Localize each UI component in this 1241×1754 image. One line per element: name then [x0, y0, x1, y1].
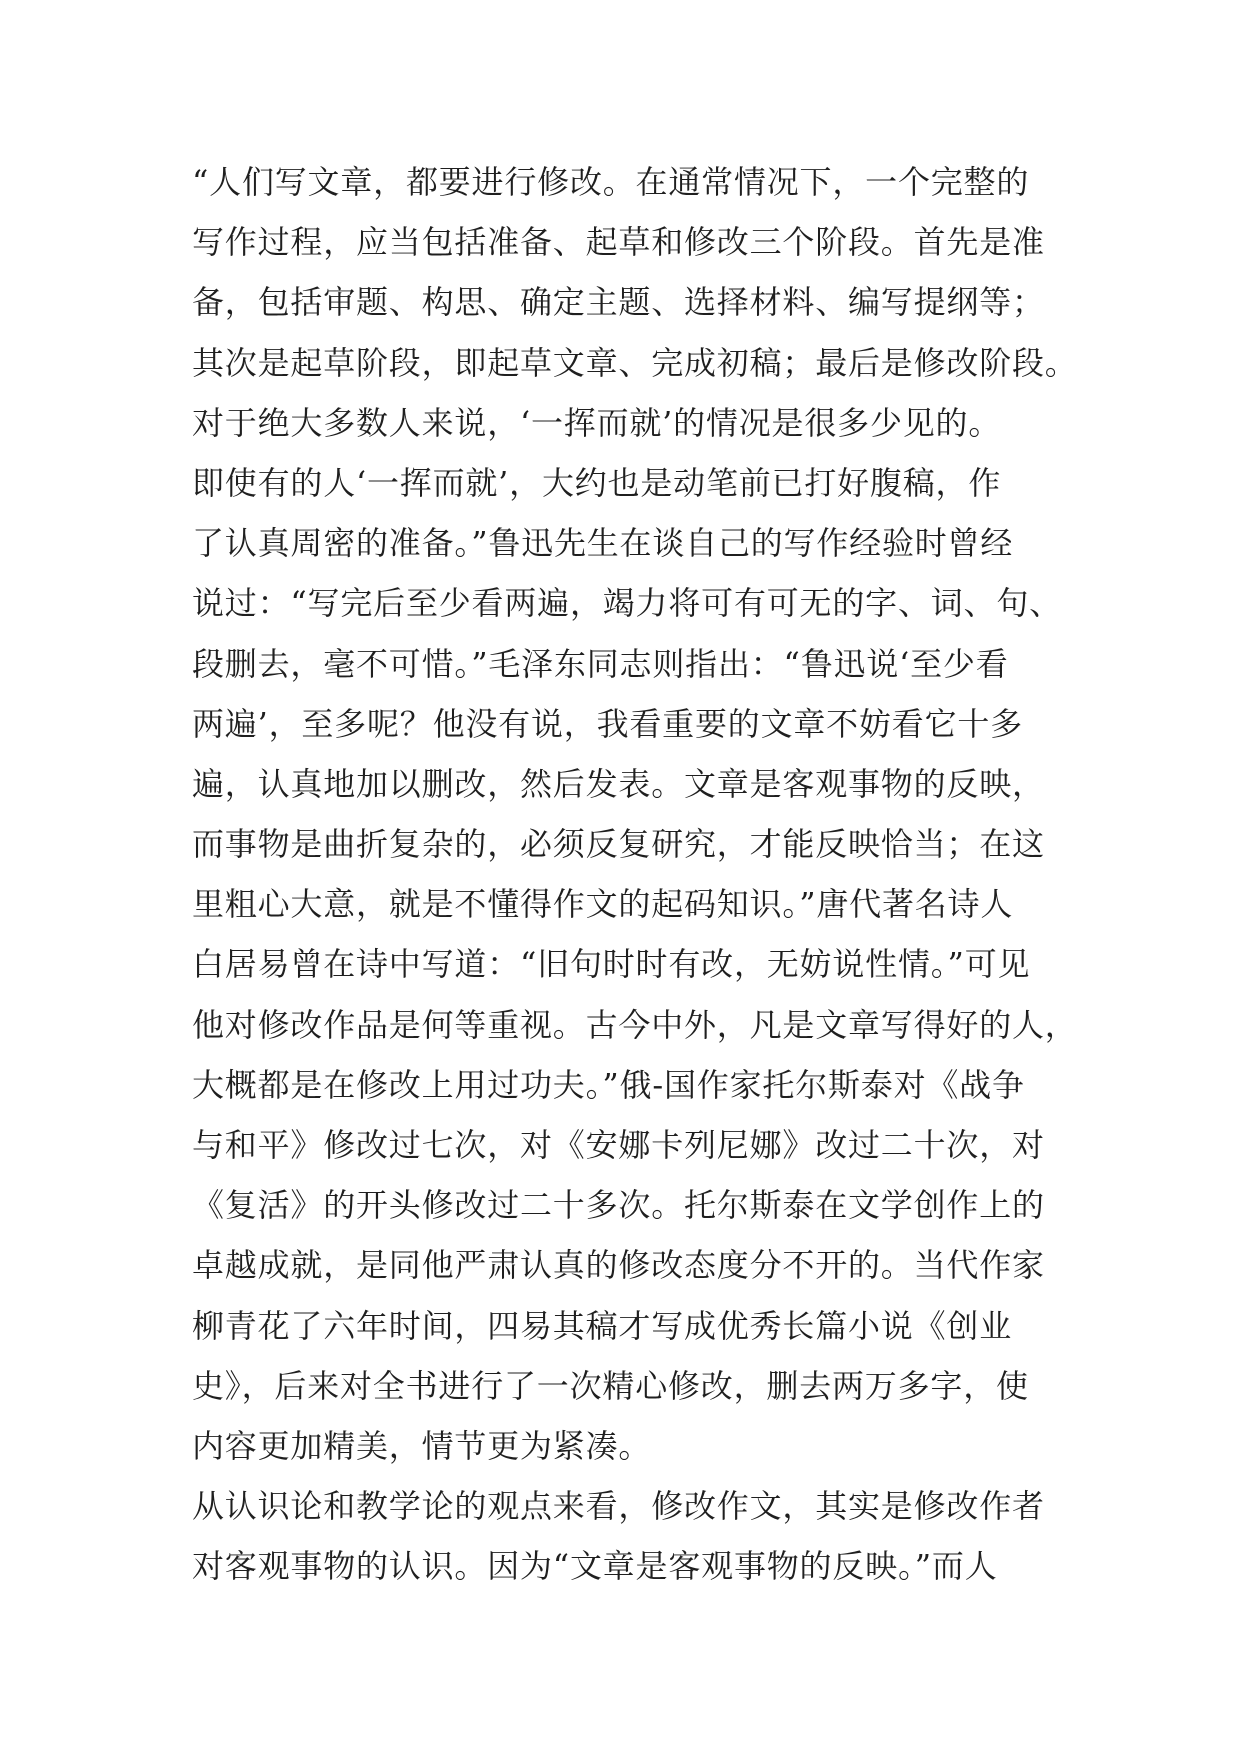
text-line: 里粗心大意，就是不懂得作文的起码知识。”唐代著名诗人 [192, 885, 1014, 924]
document-body [192, 152, 1092, 1597]
text-line: 史》，后来对全书进行了一次精心修改，删去两万多字，使 [192, 1366, 1029, 1405]
text-line: 对客观事物的认识。因为“文章是客观事物的反映。”而人 [192, 1547, 998, 1586]
text-line: 即使有的人‘一挥而就’，大约也是动笔前已打好腹稿，作 [192, 463, 1002, 502]
text-line: 《复活》的开头修改过二十多次。托尔斯泰在文学创作上的 [192, 1186, 1045, 1225]
text-line: 了认真周密的准备。”鲁迅先生在谈自己的写作经验时曾经 [192, 524, 1014, 563]
paragraph [192, 152, 1092, 1476]
text-line: 备，包括审题、构思、确定主题、选择材料、编写提纲等； [192, 283, 1045, 322]
text-line: 白居易曾在诗中写道：“旧句时时有改，无妨说性情。”可见 [192, 945, 1031, 984]
text-line: 内容更加精美，情节更为紧凑。 [192, 1426, 652, 1465]
text-line: 遍，认真地加以删改，然后发表。文章是客观事物的反映， [192, 764, 1045, 803]
text-line: 而事物是曲折复杂的，必须反复研究，才能反映恰当；在这 [192, 825, 1045, 864]
text-line: 柳青花了六年时间，四易其稿才写成优秀长篇小说《创业 [192, 1306, 1013, 1345]
text-line: 从认识论和教学论的观点来看，修改作文，其实是修改作者 [192, 1487, 1045, 1526]
text-line: 大概都是在修改上用过功夫。”俄-国作家托尔斯泰对《战争 [192, 1065, 1025, 1104]
text-line: 对于绝大多数人来说，‘一挥而就’的情况是很多少见的。 [192, 403, 1002, 442]
text-line: 他对修改作品是何等重视。古今中外，凡是文章写得好的人， [192, 1005, 1078, 1044]
text-line: 段删去，毫不可惜。”毛泽东同志则指出：“鲁迅说‘至少看 [192, 644, 1009, 683]
text-line: 与和平》修改过七次，对《安娜卡列尼娜》改过二十次，对 [192, 1126, 1045, 1164]
text-line: 写作过程，应当包括准备、起草和修改三个阶段。首先是准 [192, 223, 1045, 262]
text-line: “人们写文章，都要进行修改。在通常情况下，一个完整的 [192, 163, 1030, 201]
text-line: 其次是起草阶段，即起草文章、完成初稿；最后是修改阶段。 [192, 343, 1078, 382]
text-line: 卓越成就，是同他严肃认真的修改态度分不开的。当代作家 [192, 1246, 1045, 1285]
paragraph [192, 1476, 1092, 1596]
text-line: 两遍’，至多呢？他没有说，我看重要的文章不妨看它十多 [192, 704, 1023, 743]
text-line: 说过：“写完后至少看两遍，竭力将可有可无的字、词、句、 [192, 584, 1062, 623]
